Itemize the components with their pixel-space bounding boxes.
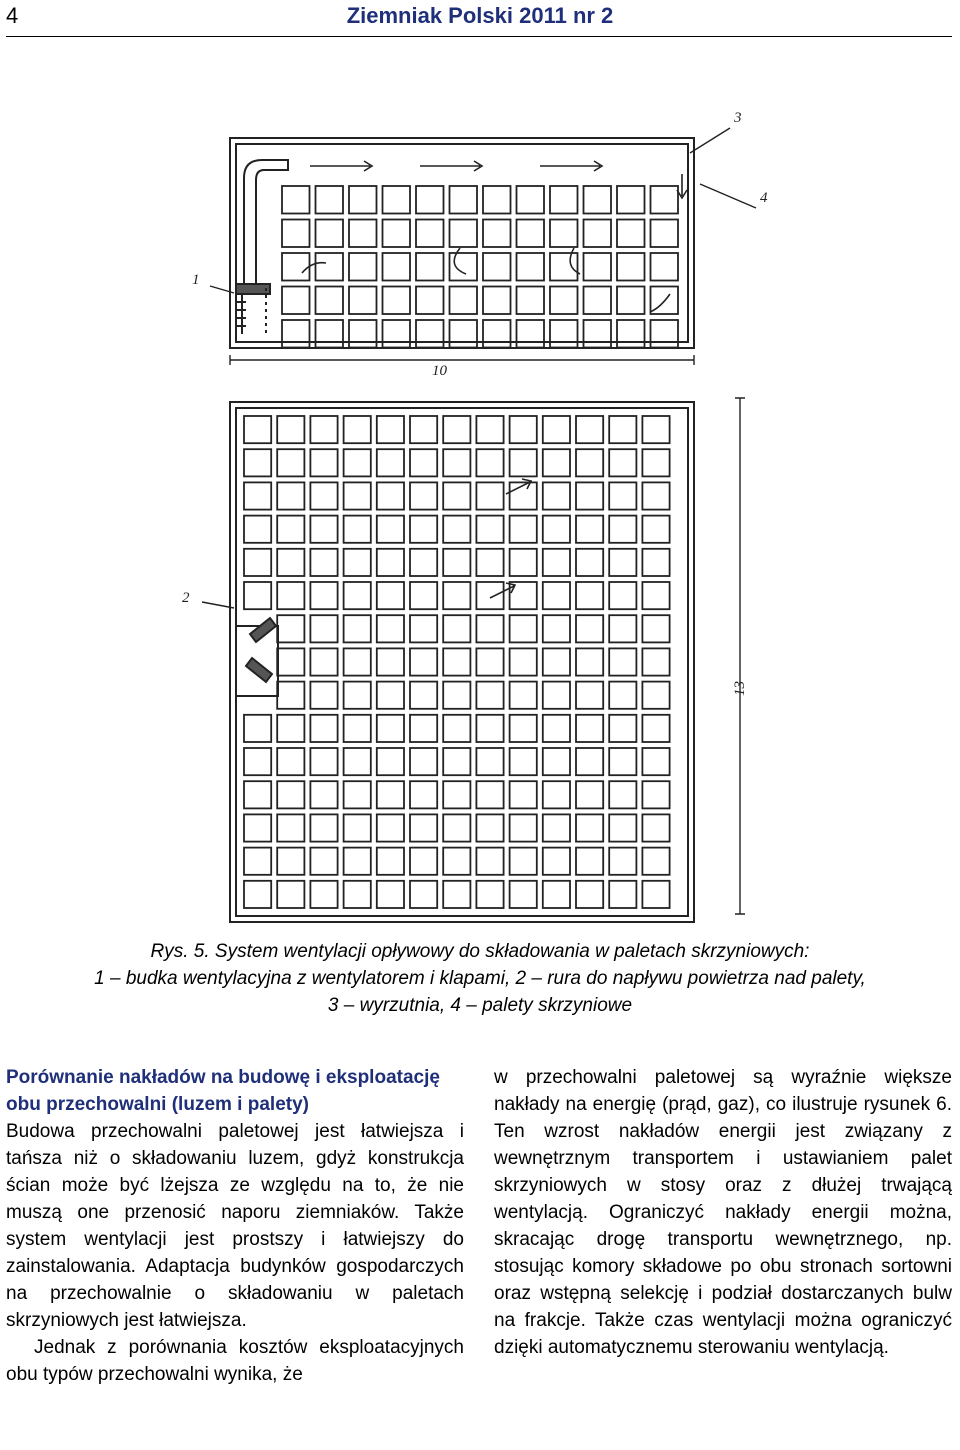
- pallet-box: [310, 715, 337, 742]
- pallet-box: [609, 648, 636, 675]
- pallet-box: [543, 449, 570, 476]
- pallet-box: [609, 615, 636, 642]
- pallet-box: [377, 615, 404, 642]
- pallet-box: [277, 715, 304, 742]
- ventilation-booth: [236, 284, 270, 294]
- pallet-box: [316, 287, 344, 315]
- pallet-box: [576, 848, 603, 875]
- label-3: 3: [734, 110, 742, 126]
- dimension-lines: [230, 355, 745, 914]
- pallet-box: [344, 416, 371, 443]
- pallet-box: [310, 482, 337, 509]
- pallet-box: [517, 320, 545, 348]
- pallet-box: [510, 648, 537, 675]
- pallet-box: [476, 416, 503, 443]
- pallet-box: [344, 549, 371, 576]
- article-column-left: [6, 1064, 464, 1388]
- pallet-box: [609, 781, 636, 808]
- pallet-box: [617, 287, 645, 315]
- pallet-box: [609, 416, 636, 443]
- caption-line-3: 3 – wyrzutnia, 4 – palety skrzyniowe: [327, 995, 633, 1016]
- pallet-box: [383, 253, 411, 281]
- pallet-box: [517, 220, 545, 248]
- pallet-box: [517, 287, 545, 315]
- pallet-box: [244, 781, 271, 808]
- pallet-box: [344, 582, 371, 609]
- pallet-box: [617, 320, 645, 348]
- pallet-box: [410, 682, 437, 709]
- pallet-box: [443, 748, 470, 775]
- pallet-box: [349, 320, 377, 348]
- louvre-marks: [236, 294, 246, 334]
- caption-line-1: Rys. 5. System wentylacji opływowy do składowania w paletach skrzyniowych:: [150, 941, 810, 962]
- pallet-box: [410, 482, 437, 509]
- pallet-box: [476, 748, 503, 775]
- pallet-box: [282, 253, 310, 281]
- pallet-box: [483, 287, 511, 315]
- airflow-arrow-top: [310, 161, 372, 171]
- pallet-box: [517, 186, 545, 214]
- pallet-box: [277, 549, 304, 576]
- pallet-box: [377, 814, 404, 841]
- pallet-box: [443, 482, 470, 509]
- pallet-box: [316, 220, 344, 248]
- pallet-box: [642, 482, 669, 509]
- pallet-box: [642, 582, 669, 609]
- pallet-box: [476, 615, 503, 642]
- pallet-box: [609, 449, 636, 476]
- pallet-box: [642, 449, 669, 476]
- pallet-box: [584, 186, 612, 214]
- leader-line-3: [690, 128, 730, 153]
- pallet-box: [609, 881, 636, 908]
- paragraph-2: Jednak z porównania kosztów eksploatacyjnych obu typów przechowalni wynika, że: [6, 1337, 464, 1385]
- pallet-box: [244, 881, 271, 908]
- pallet-box: [277, 814, 304, 841]
- pallet-box: [410, 582, 437, 609]
- pallet-box: [410, 549, 437, 576]
- pallet-box: [383, 320, 411, 348]
- top-arrows: [302, 161, 687, 312]
- pallet-box: [344, 715, 371, 742]
- pallet-box: [476, 516, 503, 543]
- pallet-box: [450, 253, 478, 281]
- pallet-box: [410, 648, 437, 675]
- pallet-box: [410, 516, 437, 543]
- leader-line-4: [700, 184, 756, 208]
- pallet-box: [576, 482, 603, 509]
- pallet-box: [483, 220, 511, 248]
- pallet-box: [510, 449, 537, 476]
- pallet-box: [584, 253, 612, 281]
- airflow-curl: [570, 248, 580, 274]
- pallet-box: [609, 715, 636, 742]
- pallet-box: [510, 482, 537, 509]
- pallet-box: [450, 220, 478, 248]
- pallet-box: [416, 186, 444, 214]
- pallet-box: [642, 814, 669, 841]
- pallet-box: [310, 615, 337, 642]
- pallet-box: [510, 781, 537, 808]
- pallet-box: [642, 615, 669, 642]
- pallet-box: [310, 781, 337, 808]
- pallet-box: [443, 682, 470, 709]
- pallet-box: [244, 482, 271, 509]
- pallet-box: [310, 416, 337, 443]
- pallet-box: [550, 287, 578, 315]
- pallet-box: [476, 781, 503, 808]
- section-heading: Porównanie nakładów na budowę i eksploatację obu przechowalni (luzem i palety): [6, 1067, 440, 1115]
- pallet-box: [617, 186, 645, 214]
- pallet-box: [344, 748, 371, 775]
- inlet-pipe-upper: [250, 618, 276, 642]
- pallet-box: [543, 881, 570, 908]
- pallet-box: [510, 549, 537, 576]
- pallet-box: [410, 881, 437, 908]
- airflow-arrow-diag: [490, 583, 515, 598]
- pallet-box: [483, 186, 511, 214]
- pallet-box: [244, 516, 271, 543]
- pallet-box: [543, 416, 570, 443]
- pallet-box: [576, 449, 603, 476]
- pallet-box: [576, 881, 603, 908]
- pallet-box: [282, 220, 310, 248]
- pallet-box: [510, 881, 537, 908]
- pallet-box: [416, 253, 444, 281]
- pallet-box: [310, 582, 337, 609]
- pallet-box: [349, 287, 377, 315]
- pallet-box: [244, 715, 271, 742]
- pallet-box: [617, 253, 645, 281]
- airflow-curl: [454, 248, 466, 274]
- pallet-box: [543, 516, 570, 543]
- pallet-box: [377, 682, 404, 709]
- pallet-box: [310, 516, 337, 543]
- pallet-box: [443, 848, 470, 875]
- pallet-box: [344, 781, 371, 808]
- figure-caption: [0, 938, 960, 1019]
- pallet-box: [377, 416, 404, 443]
- pallet-box: [443, 416, 470, 443]
- pallet-box: [550, 220, 578, 248]
- pallet-box: [642, 549, 669, 576]
- pallet-box: [277, 582, 304, 609]
- pallet-box: [416, 320, 444, 348]
- label-1: 1: [192, 272, 200, 288]
- pallet-box: [609, 482, 636, 509]
- pallet-box: [476, 549, 503, 576]
- pallet-box: [410, 615, 437, 642]
- pallet-box: [277, 682, 304, 709]
- pallet-box: [277, 648, 304, 675]
- pallet-box: [310, 814, 337, 841]
- pallet-box: [377, 648, 404, 675]
- pallet-box: [576, 682, 603, 709]
- pallet-box: [543, 781, 570, 808]
- pallet-box: [244, 814, 271, 841]
- pallet-box: [476, 814, 503, 841]
- top-plan-outer-wall: [230, 138, 694, 348]
- pallet-box: [344, 881, 371, 908]
- pallet-box: [584, 220, 612, 248]
- pallet-box: [310, 648, 337, 675]
- pallet-box: [344, 449, 371, 476]
- pallet-box: [277, 615, 304, 642]
- pallet-box: [510, 682, 537, 709]
- journal-title: Ziemniak Polski 2011 nr 2: [346, 3, 614, 28]
- pallet-box: [576, 615, 603, 642]
- pallet-box: [543, 549, 570, 576]
- top-plan-inner-wall: [236, 144, 688, 342]
- pallet-box: [416, 220, 444, 248]
- pallet-box: [576, 582, 603, 609]
- pallet-box: [510, 715, 537, 742]
- pallet-box: [377, 516, 404, 543]
- pallet-box: [443, 449, 470, 476]
- pallet-box: [543, 814, 570, 841]
- pallet-box: [543, 482, 570, 509]
- pallet-box: [576, 416, 603, 443]
- pallet-box: [277, 748, 304, 775]
- pallet-box: [344, 848, 371, 875]
- pallet-box: [410, 748, 437, 775]
- pallet-box: [609, 516, 636, 543]
- paragraph-3: w przechowalni paletowej są wyraźnie większe nakłady na energię (prąd, gaz), co ilustruje rysunek 6. Ten wzrost nakładów energii jest związany z wewnętrznym transportem i ustawianiem palet skrzyniowych w stosy oraz z dłużej trwającą wentylacją. Ograniczyć nakłady energii można, skracając drogę transportu wewnętrznego, np. stosując komory składowe po obu stronach sortowni oraz wstępną selekcję i podział dostarczanych bulw na frakcje. Także czas wentylacji można ograniczyć dzięki automatycznemu sterowaniu wentylacją.: [494, 1067, 952, 1358]
- pallet-box: [576, 748, 603, 775]
- pallet-box: [377, 881, 404, 908]
- pallet-box: [576, 715, 603, 742]
- caption-line-2: 1 – budka wentylacyjna z wentylatorem i klapami, 2 – rura do napływu powietrza nad palety,: [94, 968, 866, 989]
- pallet-box: [443, 582, 470, 609]
- pallet-box: [642, 648, 669, 675]
- pallet-box: [642, 715, 669, 742]
- pallet-box: [277, 881, 304, 908]
- pallet-box: [609, 582, 636, 609]
- inlet-pipe-lower: [246, 658, 272, 682]
- pallet-box: [609, 848, 636, 875]
- top-plan-view: [230, 138, 694, 348]
- pallet-box: [483, 320, 511, 348]
- pallet-box: [584, 320, 612, 348]
- bottom-pallet-grid: [244, 416, 670, 908]
- ventilation-drawing: [170, 98, 790, 930]
- pallet-box: [310, 682, 337, 709]
- header-rule: [6, 36, 952, 37]
- pallet-box: [476, 682, 503, 709]
- pallet-box: [543, 648, 570, 675]
- pallet-box: [642, 516, 669, 543]
- pallet-box: [609, 549, 636, 576]
- pallet-box: [450, 186, 478, 214]
- pallet-box: [609, 682, 636, 709]
- pallet-box: [277, 482, 304, 509]
- paragraph-1: Budowa przechowalni paletowej jest łatwiejsza i tańsza niż o składowaniu luzem, gdyż konstrukcja ścian może być lżejsza ze względu na to, że nie muszą one przenosić naporu ziemniaków. Także system wentylacji jest prostszy i łatwiejszy do zainstalowania. Adaptacja budynków gospodarczych na przechowalnie o składowaniu w paletach skrzyniowych jest łatwiejsza.: [6, 1121, 464, 1331]
- label-10: 10: [432, 363, 447, 379]
- pallet-box: [344, 682, 371, 709]
- pallet-box: [310, 881, 337, 908]
- pallet-box: [651, 220, 679, 248]
- pallet-box: [476, 715, 503, 742]
- pallet-box: [282, 287, 310, 315]
- pallet-box: [476, 648, 503, 675]
- pallet-box: [576, 814, 603, 841]
- pallet-box: [642, 781, 669, 808]
- pallet-box: [443, 516, 470, 543]
- pallet-box: [277, 416, 304, 443]
- pallet-box: [310, 449, 337, 476]
- pallet-box: [609, 814, 636, 841]
- pallet-box: [609, 748, 636, 775]
- label-4: 4: [760, 190, 768, 206]
- pallet-box: [550, 320, 578, 348]
- page-header: [0, 0, 960, 40]
- pallet-box: [642, 416, 669, 443]
- pallet-box: [443, 881, 470, 908]
- pallet-box: [244, 748, 271, 775]
- pallet-box: [244, 549, 271, 576]
- pallet-box: [510, 814, 537, 841]
- pallet-box: [642, 748, 669, 775]
- pallet-box: [651, 253, 679, 281]
- pallet-box: [443, 781, 470, 808]
- label-13: 13: [732, 681, 748, 696]
- pallet-box: [344, 648, 371, 675]
- leader-lines: [202, 128, 756, 608]
- pallet-box: [310, 848, 337, 875]
- bottom-plan-outer-wall: [230, 402, 694, 922]
- pallet-box: [344, 615, 371, 642]
- pallet-box: [476, 482, 503, 509]
- pallet-box: [576, 781, 603, 808]
- pallet-box: [277, 449, 304, 476]
- pallet-box: [344, 482, 371, 509]
- pallet-box: [543, 682, 570, 709]
- pallet-box: [510, 748, 537, 775]
- pallet-box: [282, 186, 310, 214]
- pallet-box: [543, 615, 570, 642]
- pallet-box: [349, 220, 377, 248]
- pallet-box: [651, 186, 679, 214]
- pallet-box: [576, 516, 603, 543]
- pallet-box: [410, 715, 437, 742]
- pallet-box: [377, 781, 404, 808]
- airflow-arrow-top: [420, 161, 482, 171]
- pallet-box: [383, 220, 411, 248]
- pallet-box: [349, 253, 377, 281]
- label-2: 2: [182, 590, 190, 606]
- pallet-box: [510, 848, 537, 875]
- airflow-curl: [650, 294, 670, 312]
- pallet-box: [410, 814, 437, 841]
- airflow-arrow-top: [540, 161, 602, 171]
- pallet-box: [443, 814, 470, 841]
- pallet-box: [617, 220, 645, 248]
- pallet-box: [642, 848, 669, 875]
- pallet-box: [316, 186, 344, 214]
- pallet-box: [450, 320, 478, 348]
- pallet-box: [277, 781, 304, 808]
- pallet-box: [310, 748, 337, 775]
- pallet-box: [584, 287, 612, 315]
- pallet-box: [344, 516, 371, 543]
- pallet-box: [483, 253, 511, 281]
- pallet-box: [550, 253, 578, 281]
- pallet-box: [510, 516, 537, 543]
- pallet-box: [543, 848, 570, 875]
- pallet-box: [410, 449, 437, 476]
- pallet-box: [410, 781, 437, 808]
- pallet-box: [244, 848, 271, 875]
- pallet-box: [651, 320, 679, 348]
- pallet-box: [543, 748, 570, 775]
- pallet-box: [550, 186, 578, 214]
- pallet-box: [244, 449, 271, 476]
- pallet-box: [517, 253, 545, 281]
- airflow-curl: [302, 263, 326, 273]
- pallet-box: [277, 516, 304, 543]
- pallet-box: [450, 287, 478, 315]
- pallet-box: [443, 648, 470, 675]
- pallet-box: [576, 549, 603, 576]
- pallet-box: [310, 549, 337, 576]
- pallet-box: [510, 416, 537, 443]
- pallet-box: [316, 253, 344, 281]
- pallet-box: [377, 748, 404, 775]
- pallet-box: [349, 186, 377, 214]
- pallet-box: [476, 848, 503, 875]
- pallet-box: [383, 186, 411, 214]
- pallet-box: [476, 881, 503, 908]
- pallet-box: [410, 848, 437, 875]
- pallet-box: [543, 715, 570, 742]
- pallet-box: [377, 549, 404, 576]
- pallet-box: [443, 715, 470, 742]
- pallet-box: [244, 582, 271, 609]
- pallet-box: [476, 582, 503, 609]
- bottom-plan-view: [230, 402, 694, 922]
- pallet-box: [416, 287, 444, 315]
- pallet-box: [642, 682, 669, 709]
- pallet-box: [383, 287, 411, 315]
- pallet-box: [377, 482, 404, 509]
- top-pallet-grid: [282, 186, 678, 348]
- pallet-box: [282, 320, 310, 348]
- pallet-box: [642, 881, 669, 908]
- pallet-box: [543, 582, 570, 609]
- pallet-box: [576, 648, 603, 675]
- pallet-box: [410, 416, 437, 443]
- pallet-box: [377, 715, 404, 742]
- pallet-box: [443, 549, 470, 576]
- pallet-box: [244, 416, 271, 443]
- pallet-box: [476, 449, 503, 476]
- page-number: 4: [6, 3, 19, 28]
- pallet-box: [277, 848, 304, 875]
- pallet-box: [344, 814, 371, 841]
- pallet-box: [377, 582, 404, 609]
- pallet-box: [443, 615, 470, 642]
- pallet-box: [316, 320, 344, 348]
- pallet-box: [377, 449, 404, 476]
- pallet-box: [510, 615, 537, 642]
- pallet-box: [377, 848, 404, 875]
- article-column-right: [494, 1064, 952, 1361]
